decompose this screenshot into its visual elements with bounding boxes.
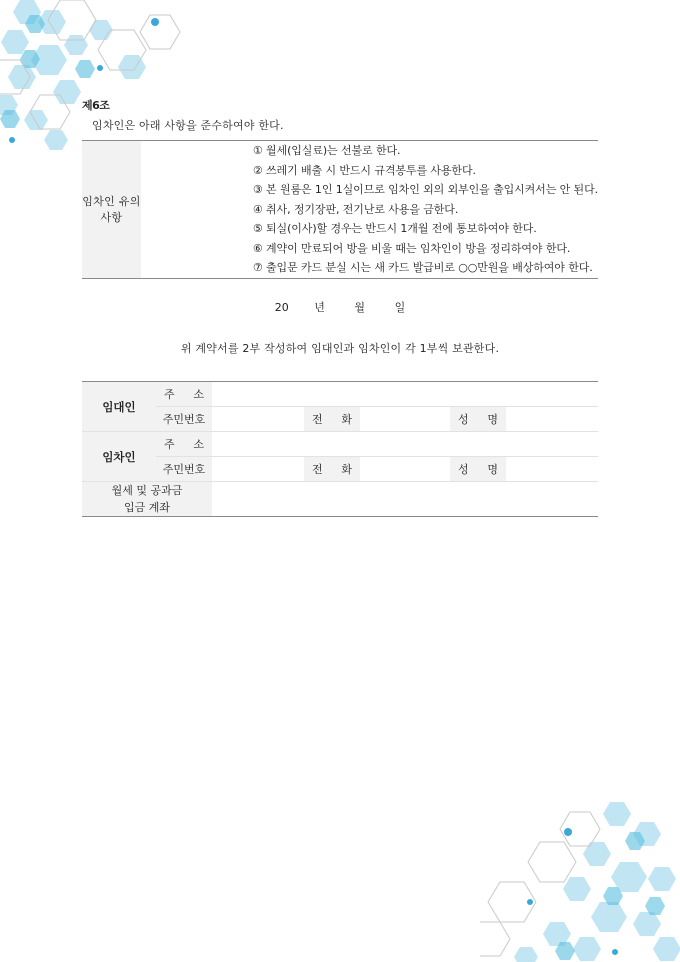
contract-date — [0, 299, 680, 315]
landlord-label: 임대인 — [82, 382, 156, 432]
closing-statement: 위 계약서를 2부 작성하여 임대인과 임차인이 각 1부씩 보관한다. — [180, 342, 500, 355]
landlord-name-value[interactable] — [506, 407, 598, 432]
account-label — [82, 482, 212, 517]
note-item-2: ② 쓰레기 배출 시 반드시 규격봉투를 사용한다. — [252, 163, 476, 177]
landlord-phone-label — [304, 407, 360, 432]
tenant-name-label — [450, 457, 506, 482]
hexagon-decoration-top-left — [0, 0, 200, 160]
tenant-address-value[interactable] — [212, 432, 598, 457]
tenant-id-value[interactable] — [212, 457, 304, 482]
tenant-address-label — [156, 432, 212, 457]
name-char-2: 명 — [487, 413, 498, 426]
note-item-1: ① 월세(입실료)는 선불로 한다. — [252, 144, 401, 157]
article-intro: 임차인은 아래 사항을 준수하여야 한다. — [92, 119, 284, 132]
note-item-4: ④ 취사, 정기장판, 전기난로 사용을 금한다. — [252, 202, 459, 216]
name-char-1: 성 — [458, 413, 469, 426]
address-char-2: 소 — [193, 388, 204, 401]
date-month-unit: 월 — [354, 301, 366, 314]
name-char-1: 성 — [458, 463, 469, 476]
tenant-id-label: 주민번호 — [156, 457, 212, 482]
notes-heading: 임차인 유의사항 — [82, 141, 141, 279]
address-char-1: 주 — [164, 438, 175, 451]
phone-char-2: 화 — [341, 463, 352, 476]
name-char-2: 명 — [487, 463, 498, 476]
landlord-address-label — [156, 382, 212, 407]
note-item-5: ⑤ 퇴실(이사)할 경우는 반드시 1개월 전에 통보하여야 한다. — [252, 222, 537, 235]
notes-list — [141, 141, 598, 279]
tenant-name-value[interactable] — [506, 457, 598, 482]
hexagon-decoration-bottom-right — [480, 802, 680, 962]
landlord-name-label — [450, 407, 506, 432]
phone-char-1: 전 — [312, 463, 323, 476]
account-label-line1: 월세 및 공과금 — [111, 484, 183, 497]
landlord-address-value[interactable] — [212, 382, 598, 407]
tenant-label: 임차인 — [82, 432, 156, 482]
tenant-phone-value[interactable] — [360, 457, 450, 482]
address-char-1: 주 — [164, 388, 175, 401]
account-label-line2: 입금 계좌 — [123, 501, 170, 514]
landlord-id-value[interactable] — [212, 407, 304, 432]
article-title: 제6조 — [82, 99, 110, 112]
account-value[interactable] — [212, 482, 598, 517]
date-year-unit: 년 — [314, 301, 325, 314]
parties-table — [82, 381, 598, 517]
date-year: 20 — [274, 301, 289, 314]
phone-char-2: 화 — [341, 413, 352, 426]
note-item-7: ⑦ 출입문 카드 분실 시는 새 카드 발급비로 ○○만원을 배상하여야 한다. — [252, 261, 593, 274]
date-day-unit: 일 — [394, 301, 406, 314]
phone-char-1: 전 — [312, 413, 323, 426]
address-char-2: 소 — [193, 438, 204, 451]
landlord-phone-value[interactable] — [360, 407, 450, 432]
tenant-notes-table — [82, 140, 598, 279]
note-item-6: ⑥ 계약이 만료되어 방을 비울 때는 임차인이 방을 정리하여야 한다. — [252, 241, 571, 255]
note-item-3: ③ 본 원룸은 1인 1실이므로 임차인 외의 외부인을 출입시켜서는 안 된다. — [252, 183, 598, 196]
tenant-phone-label — [304, 457, 360, 482]
landlord-id-label: 주민번호 — [156, 407, 212, 432]
